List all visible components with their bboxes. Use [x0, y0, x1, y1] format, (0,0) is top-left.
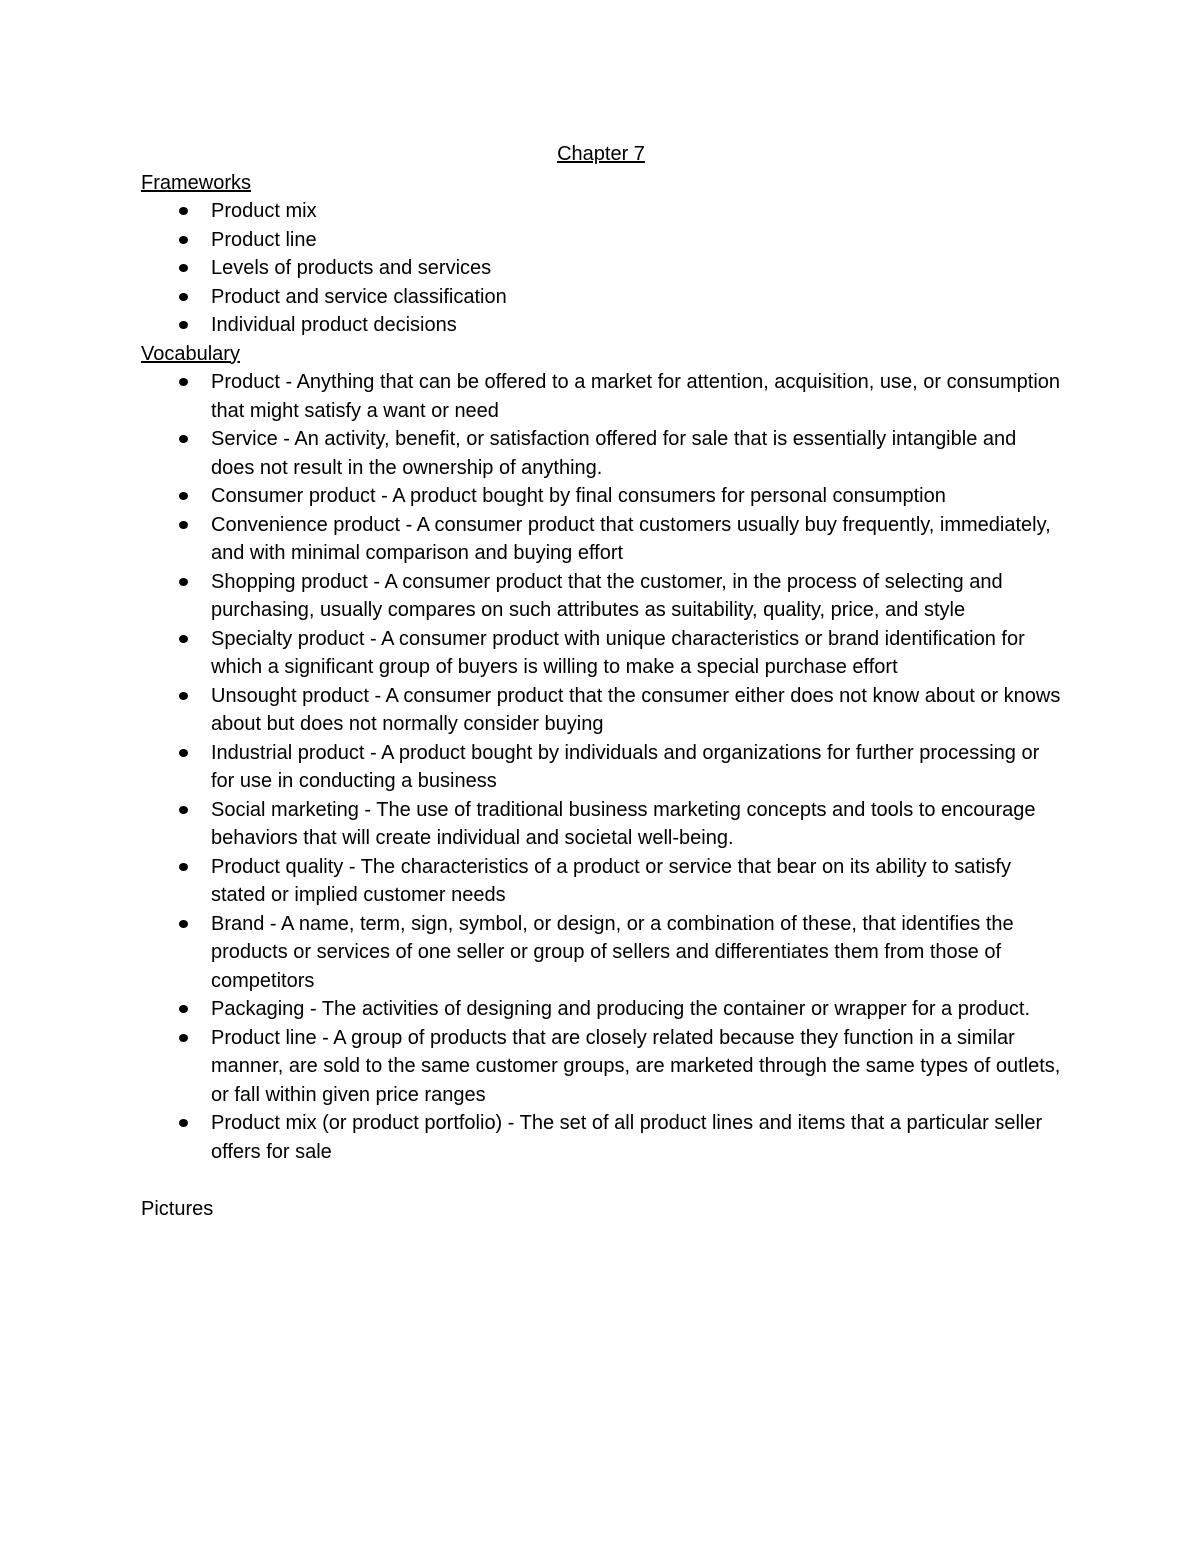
bullet-icon [179, 692, 188, 700]
list-item [141, 368, 1061, 425]
list-item [141, 682, 1061, 739]
list-item-text: Product - Anything that can be offered to a market for attention, acquisition, use, or consumption that might satisfy a want or need [211, 371, 1061, 422]
bullet-icon [179, 863, 188, 871]
document-page [141, 140, 1061, 1223]
bullet-icon [179, 1005, 188, 1013]
list-item [141, 1109, 1061, 1166]
list-item-text: Packaging - The activities of designing and producing the container or wrapper for a product. [211, 998, 1031, 1020]
bullet-icon [179, 321, 188, 329]
pictures-label: Pictures [141, 1197, 214, 1220]
list-item-text: Product mix (or product portfolio) - The set of all product lines and items that a particular seller offers for sale [211, 1112, 1043, 1163]
list-item-text: Product line [211, 228, 317, 251]
bullet-icon [179, 435, 188, 443]
list-item [141, 425, 1061, 482]
page-title: Chapter 7 [557, 143, 645, 165]
list-item [141, 511, 1061, 568]
bullet-icon [179, 378, 188, 386]
bullet-icon [179, 236, 188, 244]
list-item [141, 482, 1061, 511]
list-item [141, 254, 1061, 283]
list-item-text: Levels of products and services [211, 257, 492, 279]
list-item-text: Individual product decisions [211, 314, 457, 336]
list-item-text: Industrial product - A product bought by individuals and organizations for further processing or for use in conducting a business [211, 741, 1040, 792]
list-item-text: Product and service classification [211, 285, 507, 308]
list-item [141, 796, 1061, 853]
vocabulary-heading: Vocabulary [141, 342, 240, 365]
list-item-text: Convenience product - A consumer product that customers usually buy frequently, immediately, and with minimal comparison and buying effort [211, 513, 1051, 564]
bullet-icon [179, 749, 188, 757]
vocabulary-list [141, 368, 1061, 1166]
bullet-icon [179, 806, 188, 814]
list-item [141, 625, 1061, 682]
list-item [141, 311, 1061, 340]
list-item-text: Brand - A name, term, sign, symbol, or design, or a combination of these, that identifies the products or services of one seller or group of sellers and differentiates them from those of competitors [211, 912, 1014, 992]
list-item-text: Shopping product - A consumer product that the customer, in the process of selecting and purchasing, usually compares on such attributes as suitability, quality, price, and style [211, 570, 1003, 621]
list-item-text: Unsought product - A consumer product that the consumer either does not know about or knows about but does not normally consider buying [211, 684, 1061, 735]
list-item-text: Product line - A group of products that are closely related because they function in a similar manner, are sold to the same customer groups, are marketed through the same types of outlets, or fall within given price ranges [211, 1026, 1061, 1106]
list-item [141, 995, 1061, 1024]
bullet-icon [179, 492, 188, 500]
list-item-text: Product mix [211, 200, 317, 222]
bullet-icon [179, 1119, 188, 1127]
list-item [141, 197, 1061, 226]
frameworks-heading: Frameworks [141, 171, 252, 194]
list-item [141, 1024, 1061, 1110]
frameworks-list [141, 197, 1061, 340]
list-item [141, 910, 1061, 996]
list-item [141, 226, 1061, 255]
list-item-text: Product quality - The characteristics of a product or service that bear on its ability to satisfy stated or implied customer needs [211, 855, 1011, 906]
bullet-icon [179, 293, 188, 301]
bullet-icon [179, 207, 188, 215]
bullet-icon [179, 1034, 188, 1042]
bullet-icon [179, 635, 188, 643]
list-item-text: Social marketing - The use of traditional business marketing concepts and tools to encourage behaviors that will create individual and societal well-being. [211, 798, 1036, 849]
list-item-text: Service - An activity, benefit, or satisfaction offered for sale that is essentially intangible and does not result in the ownership of anything. [211, 428, 1017, 479]
bullet-icon [179, 920, 188, 928]
list-item [141, 853, 1061, 910]
bullet-icon [179, 264, 188, 272]
list-item [141, 283, 1061, 312]
list-item-text: Specialty product - A consumer product with unique characteristics or brand identification for which a significant group of buyers is willing to make a special purchase effort [211, 627, 1025, 678]
list-item-text: Consumer product - A product bought by final consumers for personal consumption [211, 485, 946, 507]
bullet-icon [179, 578, 188, 586]
list-item [141, 739, 1061, 796]
bullet-icon [179, 521, 188, 529]
list-item [141, 568, 1061, 625]
